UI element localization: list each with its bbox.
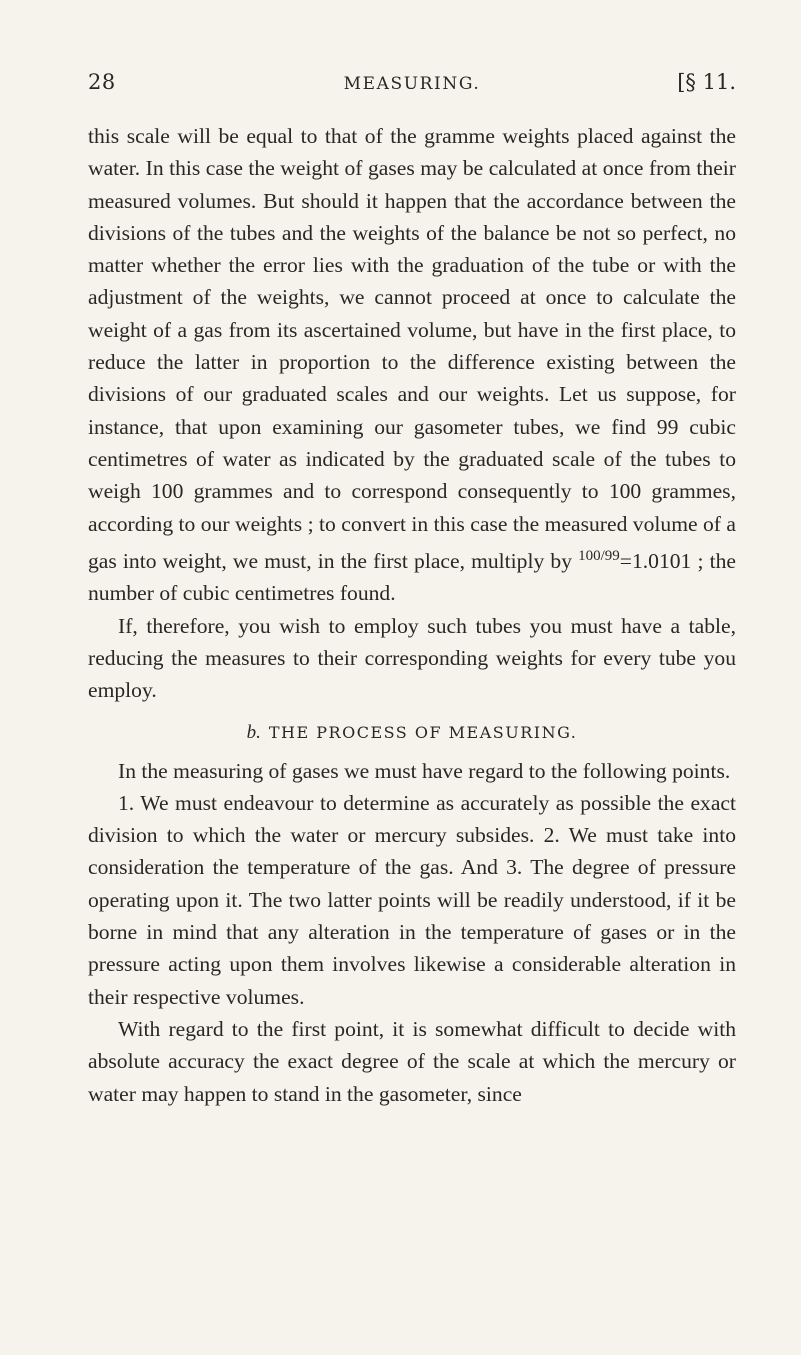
paragraph-first-point: With regard to the first point, it is somewhat difficult to decide with absolute accuracy the exact degree of the scale at which the mercury or water may happen to stand in the gasometer, since — [88, 1016, 736, 1106]
running-title: MEASURING. — [343, 74, 481, 94]
section-letter: b. — [246, 721, 261, 743]
body-text — [88, 120, 736, 1110]
paragraph-continuation-text: this scale will be equal to that of the gramme weights placed against the water. In this case the weight of gases may be calculated at once from their measured volumes. But should it happen that the accordance between the divisions of the tubes and the weights of the balance be not so perfect, no matter whether the error lies with the graduation of the tube or with the adjustment of the weights, we cannot proceed at once to calculate the weight of a gas from its ascertained volume, but have in the first place, to reduce the latter in proportion to the difference existing between the divisions of our graduated scales and our weights. Let us suppose, for instance, that upon examining our gasometer tubes, we find 99 cubic centimetres of water as indicated by the graduated scale of the tubes to weigh 100 grammes and to correspond consequently to 100 grammes, according to our weights ; to convert in this case the measured volume of a gas into weight, we must, in the first place, multiply by — [88, 124, 736, 574]
fraction-100-over-99: 100/99 — [578, 547, 620, 564]
formula-result: =1.0101 ; — [619, 549, 704, 574]
paragraph-continuation — [88, 120, 736, 610]
section-title: THE PROCESS OF MEASURING. — [268, 722, 578, 742]
running-head — [88, 66, 736, 102]
section-heading — [88, 721, 736, 745]
paragraph-points-intro: In the measuring of gases we must have regard to the following points. — [118, 758, 731, 783]
page-number: 28 — [88, 70, 116, 94]
section-reference: [§ 11. — [677, 70, 736, 94]
paragraph-points-list: 1. We must endeavour to determine as accurately as possible the exact division to which the water or mercury subsides. 2. We must take into consideration the temperature of the gas. And 3. The degree of pressure operating upon it. The two latter points will be readily understood, if it be borne in mind that any alteration in the temperature of gases or in the pressure acting upon them involves likewise a considerable alteration in their respective volumes. — [88, 790, 736, 1009]
formula-continuation: the number of cubic centimetres found. — [88, 549, 736, 606]
paragraph-table-advice: If, therefore, you wish to employ such tubes you must have a table, reducing the measures to their corresponding weights for every tube you employ. — [88, 613, 736, 703]
